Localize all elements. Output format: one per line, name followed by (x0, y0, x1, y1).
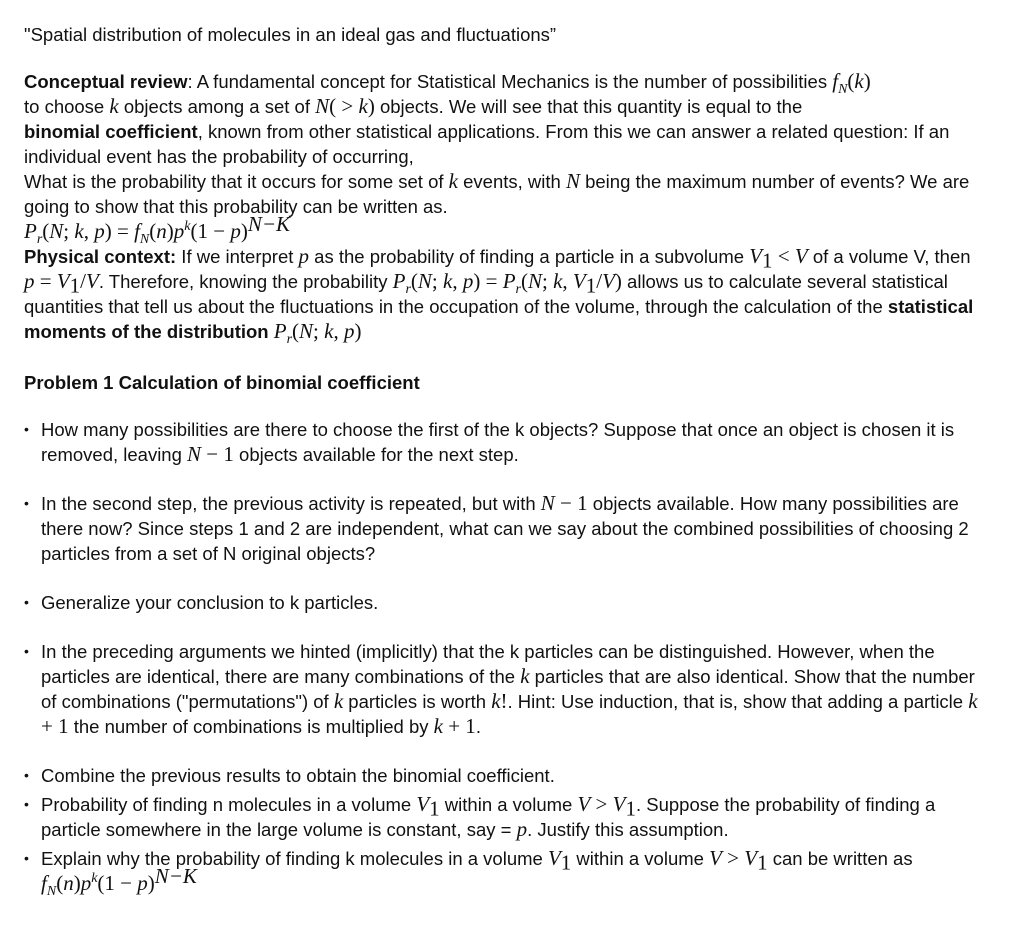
conceptual-review-paragraph: Conceptual review: A fundamental concept for Statistical Mechanics is the number of possibilities $f_N(k)$ to choose k objects among a set of N( > k) objects. We will see that this quantity is equal to the binomial coefficient, known from other statistical applications. From this we can answer a related question: If an individual event has the probability of occurring, What is the probability that it occurs for some set of k events, with N being the maximum number of events? We are going to show that this probability can be written as. (24, 69, 970, 217)
list-item: • Probability of finding n molecules in a volume $V_1$ within a volume $V > V_1$. Suppose the probability of finding a particle somewhere in the large volume is constant, say = p. Justify this assumption. (24, 792, 936, 841)
bullet-icon: • (24, 495, 29, 511)
bullet-icon: • (24, 850, 29, 866)
document-title: "Spatial distribution of molecules in an ideal gas and fluctuations” (24, 24, 557, 45)
list-item: • Generalize your conclusion to k particles. (24, 592, 379, 613)
physical-context-heading: Physical context: (24, 246, 177, 267)
bullet-icon: • (24, 421, 29, 437)
binomial-probability-formula: $P_r(N$; k, $p) = f_N(n)p^k(1 - p)^{N-K}$ (24, 211, 290, 248)
problem-heading: Problem 1 Calculation of binomial coefficient (24, 372, 420, 393)
problem-task-list (24, 417, 984, 900)
binomial-coefficient-term: binomial coefficient (24, 121, 198, 142)
bullet-icon: • (24, 643, 29, 659)
bullet-icon: • (24, 767, 29, 783)
list-item: • Combine the previous results to obtain the binomial coefficient. (24, 765, 555, 786)
list-item: • In the second step, the previous activity is repeated, but with N − 1 objects available. How many possibilities are there now? Since steps 1 and 2 are independent, what can we say about the combined possibilities of choosing 2 particles from a set of N original objects? (24, 491, 969, 564)
bullet-icon: • (24, 796, 29, 812)
list-item: • In the preceding arguments we hinted (implicitly) that the k particles can be distinguished. However, when the particles are identical, there are many combinations of the k particles that are also identical. Show that the number of combinations ("permutations") of k particles is worth k!. Hint: Use induction, that is, show that adding a particle k + 1 the number of combinations is multiplied by k + 1. (24, 641, 978, 738)
list-item: • Explain why the probability of finding k molecules in a volume $V_1$ within a volume $V > V_1$ can be written as $f_N(n)p^k(1 - p)^{N-K}$ (24, 846, 913, 900)
list-item: • How many possibilities are there to choose the first of the k objects? Suppose that once an object is chosen it is removed, leaving N − 1 objects available for the next step. (24, 419, 955, 466)
bullet-icon: • (24, 594, 29, 610)
statistical-moments-term: statistical moments of the distribution (24, 296, 974, 342)
math-f-n-k: $f_N$ (832, 69, 848, 98)
physical-context-paragraph: Physical context: If we interpret p as the probability of finding a particle in a subvolume $V_1 < V$ of a volume V, then $p = V_1/V$. Therefore, knowing the probability $P_r(N$; k, $p) = P_r(N$; k, $V_1/V$) allows us to calculate several statistical quantities that tell us about the fluctuations in the occupation of the volume, through the calculation of the statistical moments of the distribution $P_r(N$; k, p) (24, 244, 974, 348)
conceptual-review-heading: Conceptual review (24, 71, 188, 92)
